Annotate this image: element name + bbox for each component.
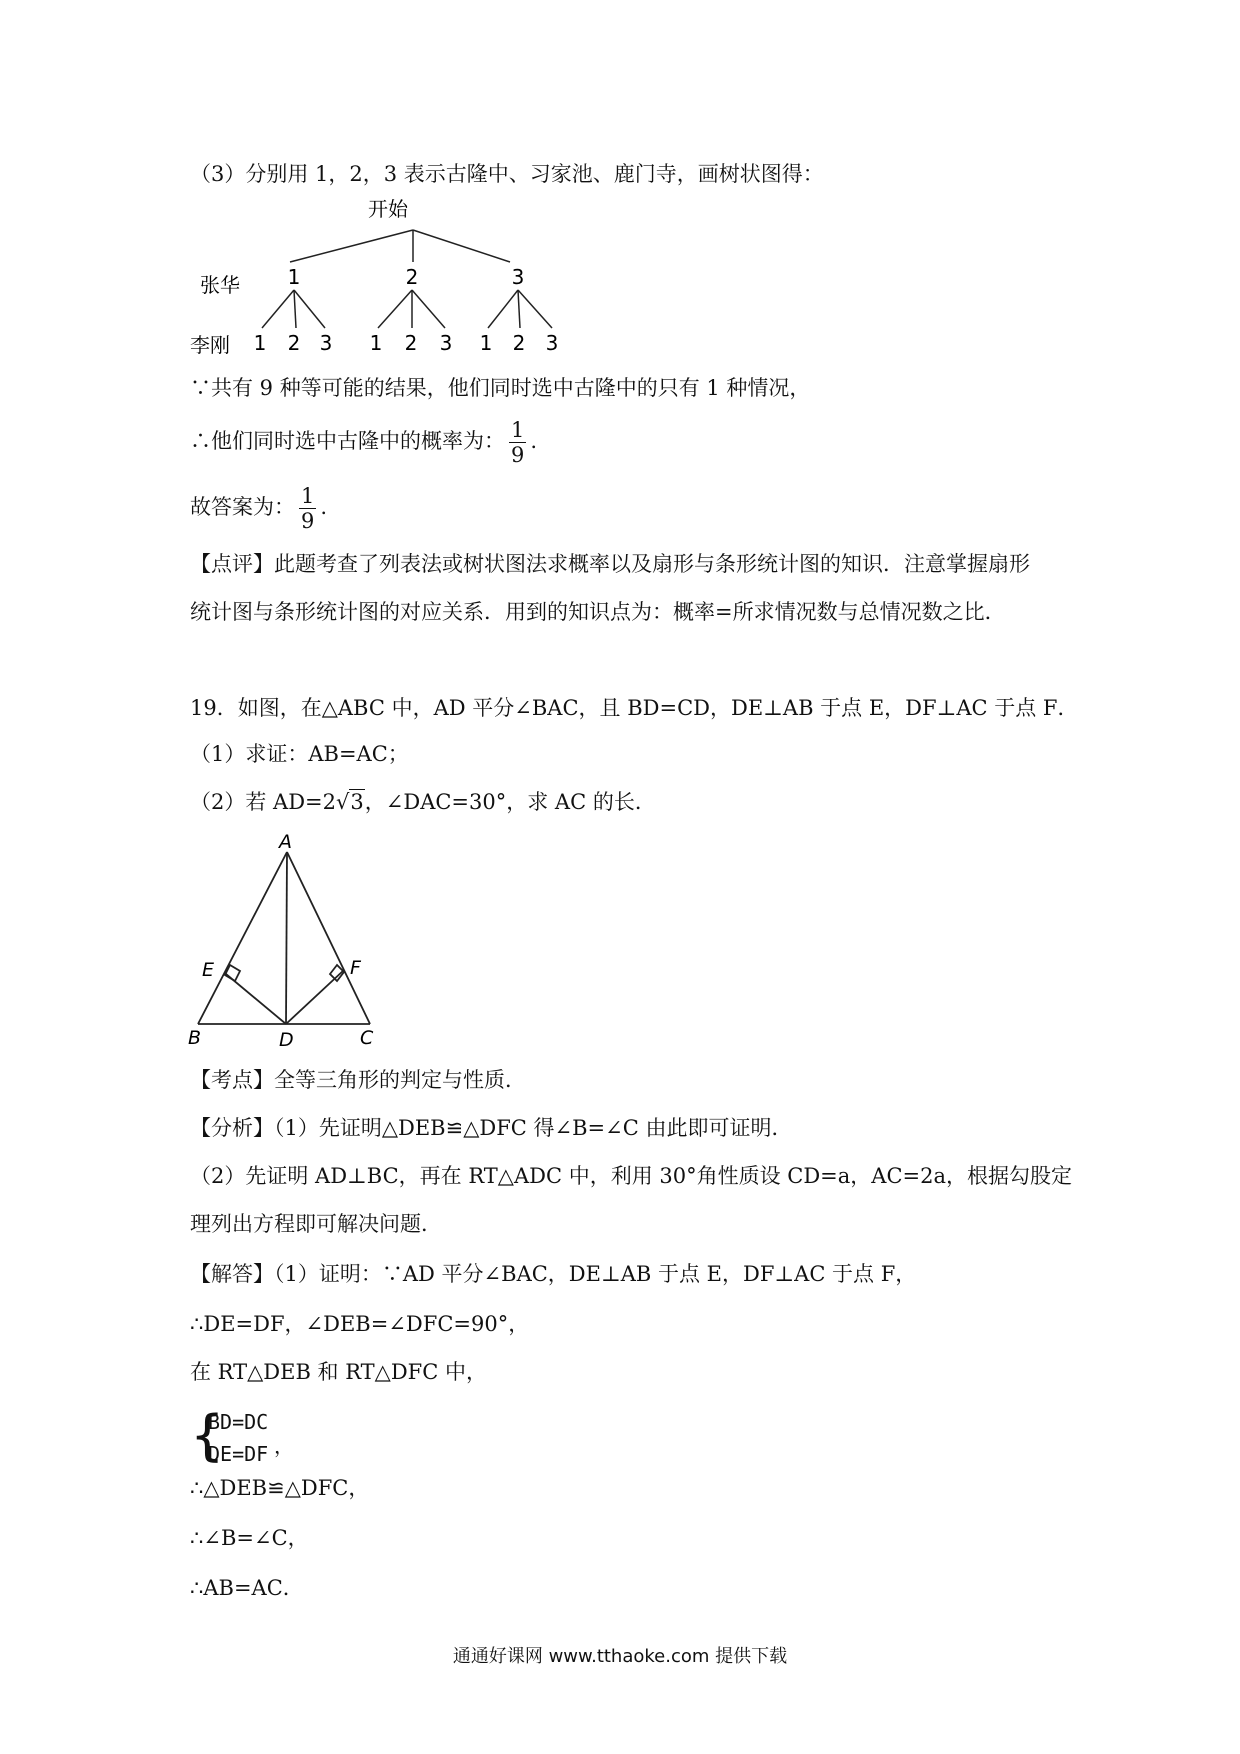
answer-fraction: $\frac{1}{9}$ (301, 484, 315, 533)
q19-part2: （2）若 AD=2√3，∠DAC=30°，求 AC 的长． (190, 790, 656, 814)
tree-leaf: 1 (479, 331, 493, 355)
label-A: A (279, 834, 292, 853)
probability-line: ∴他们同时选中古隆中的概率为： $\frac{1}{9}$ . (190, 418, 538, 467)
answer-prefix: 故答案为： (190, 495, 295, 519)
footer: 通通好课网 www.tthaoke.com 提供下载 (452, 1646, 788, 1667)
tree-node: 1 (287, 265, 301, 289)
q19-stem: 19．如图，在△ABC 中，AD 平分∠BAC，且 BD=CD，DE⊥AB 于点 E，DF⊥AC 于点 F． (190, 696, 1079, 720)
triangle-figure (180, 834, 380, 1052)
tree-diagram (180, 192, 560, 362)
probability-fraction: $\frac{1}{9}$ (511, 418, 525, 467)
fenxi-1: 【分析】（1）先证明△DEB≌△DFC 得∠B=∠C 由此即可证明． (190, 1116, 793, 1140)
tree-leaf: 1 (253, 331, 267, 355)
tree-leaf: 2 (287, 331, 301, 355)
jieda-2: ∴DE=DF，∠DEB=∠DFC=90°， (190, 1312, 530, 1336)
tree-leaf: 2 (404, 331, 418, 355)
left-brace: { (190, 1404, 225, 1467)
q19-part1: （1）求证：AB=AC； (190, 742, 409, 766)
tree-node: 3 (511, 265, 525, 289)
system-row: DE=DF (208, 1442, 269, 1466)
tree-leaf: 3 (439, 331, 453, 355)
tree-leaf: 3 (319, 331, 333, 355)
sqrt-sign: √ (336, 790, 350, 814)
system-row: BD=DC (208, 1410, 269, 1434)
therefore-text: ∴他们同时选中古隆中的概率为： (190, 429, 505, 453)
system-suffix: ， (274, 1434, 294, 1458)
label-B: B (188, 1027, 202, 1049)
tree-level1-label: 张华 (200, 273, 240, 297)
label-C: C (360, 1027, 374, 1049)
label-E: E (202, 959, 215, 981)
tree-leaf: 2 (512, 331, 526, 355)
fenxi-2: （2）先证明 AD⊥BC，再在 RT△ADC 中，利用 30°角性质设 CD=a，AC=2a，根据勾股定 (190, 1164, 1072, 1188)
tree-leaf: 1 (369, 331, 383, 355)
jieda-3: 在 RT△DEB 和 RT△DFC 中， (190, 1360, 487, 1384)
fenxi-3: 理列出方程即可解决问题． (190, 1212, 442, 1236)
label-D: D (279, 1029, 294, 1051)
comment-line-1: 【点评】此题考查了列表法或树状图法求概率以及扇形与条形统计图的知识．注意掌握扇形 (190, 552, 1030, 576)
part3-intro: （3）分别用 1，2，3 表示古隆中、习家池、鹿门寺，画树状图得： (190, 162, 824, 186)
tree-level2-label: 李刚 (190, 333, 230, 357)
jieda-6: ∴AB=AC． (190, 1576, 304, 1600)
because-line: ∵共有 9 种等可能的结果，他们同时选中古隆中的只有 1 种情况， (190, 376, 811, 400)
kaodian: 【考点】全等三角形的判定与性质． (190, 1068, 526, 1092)
tree-leaf: 3 (545, 331, 559, 355)
label-F: F (350, 957, 361, 979)
jieda-5: ∴∠B=∠C， (190, 1526, 309, 1550)
comment-line-2: 统计图与条形统计图的对应关系．用到的知识点为：概率=所求情况数与总情况数之比． (190, 600, 1006, 624)
tree-root: 开始 (368, 197, 408, 221)
answer-line: 故答案为： $\frac{1}{9}$ . (190, 484, 328, 533)
jieda-1: 【解答】（1）证明：∵AD 平分∠BAC，DE⊥AB 于点 E，DF⊥AC 于点 F， (190, 1262, 917, 1286)
tree-node: 2 (405, 265, 419, 289)
jieda-4: ∴△DEB≌△DFC， (190, 1476, 370, 1500)
